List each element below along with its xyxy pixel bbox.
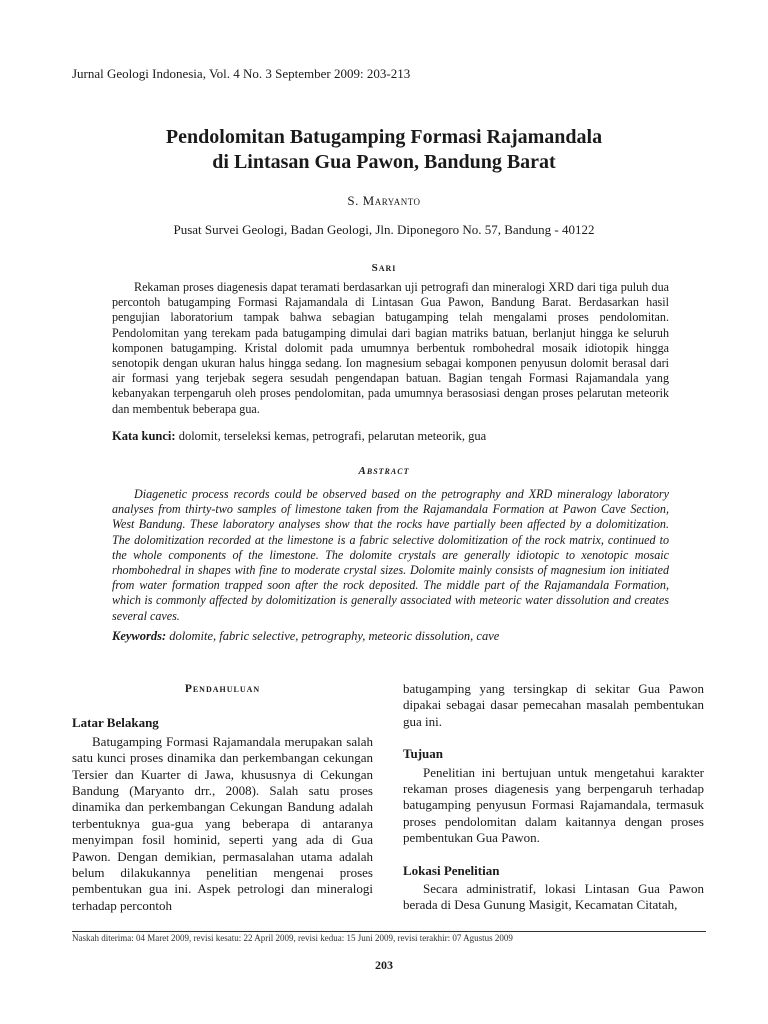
abstract-section	[112, 487, 669, 624]
sari-keywords	[112, 429, 669, 444]
location-paragraph: Secara administratif, lokasi Lintasan Gua Pawon berada di Desa Gunung Masigit, Kecamatan Citatah,	[403, 881, 704, 913]
page-number: 203	[375, 958, 393, 972]
left-column	[72, 681, 373, 914]
submission-footnote: Naskah diterima: 04 Maret 2009, revisi kesatu: 22 April 2009, revisi kedua: 15 Juni 2009, revisi terakhir: 07 Agustus 2009	[72, 933, 513, 943]
article-title	[0, 125, 768, 175]
background-paragraph: Batugamping Formasi Rajamandala merupakan salah satu kunci proses dinamika dan perkembangan cekungan Tersier dan Kuarter di Jawa, khususnya di Cekungan Bandung (Maryanto drr., 2008). Salah satu proses dinamika dan perkembangan Cekungan Bandung adalah terbentuknya gua-gua yang beberapa di antaranya menyimpan fosil hominid, seperti yang ada di Gua Pawon. Dengan demikian, permasalahan utama adalah belum dilakukannya penelitian mengenai proses pembentukan gua ini. Aspek petrologi dan mineralogi terhadap percontoh	[72, 733, 373, 913]
author-name: S. Maryanto	[347, 193, 421, 208]
continuation-paragraph: batugamping yang tersingkap di sekitar Gua Pawon dipakai sebagai dasar pemecahan masalah pembentukan gua ini.	[403, 681, 704, 729]
right-column	[403, 681, 704, 914]
objective-subheading: Tujuan	[403, 746, 443, 762]
journal-citation: Jurnal Geologi Indonesia, Vol. 4 No. 3 September 2009: 203-213	[72, 66, 411, 81]
abstract-keywords-label: Keywords:	[112, 629, 167, 643]
objective-paragraph: Penelitian ini bertujuan untuk mengetahui karakter rekaman proses diagenesis yang berpengaruh terhadap batugamping penyusun Formasi Rajamandala, termasuk proses pendolomitan dalam kaitannya dengan proses pembentukan Gua Pawon.	[403, 764, 704, 846]
background-subheading: Latar Belakang	[72, 715, 159, 731]
sari-paragraph: Rekaman proses diagenesis dapat teramati berdasarkan uji petrografi dan mineralogi XRD dari tiga puluh dua percontoh batugamping Formasi Rajamandala di Lintasan Gua Pawon, Bandung Barat. Berdasarkan hasil pengujian laboratorium tampak bahwa sebagian batugamping telah mengalami proses pendolomitan. Pendolomitan yang terekam pada batugamping dimulai dari bagian matriks batuan, berlanjut hingga ke seluruh komponen batugamping. Kristal dolomit pada umumnya berbentuk rombohedral mosaik idiotopik hingga senotopik dengan ukuran halus hingga sedang. Ion magnesium sebagai komponen penyusun dolomit berasal dari air formasi yang terjebak segera sesudah pengendapan batuan. Bagian tengah Formasi Rajamandala yang kebanyakan terpengaruh oleh proses pendolomitan, pada umumnya berasosiasi dengan proses pelarutan meteorik dan membentuk beberapa gua.	[112, 280, 669, 416]
abstract-paragraph: Diagenetic process records could be observed based on the petrography and XRD mineralogy laboratory analyses from thirty-two samples of limestone taken from the Rajamandala Formation at Pawon Cave Section, West Bandung. These laboratory analyses show that the rocks have partially been affected by a dolomitization. The dolomitization recorded at the limestone is a fabric selective dolomitization of the rock matrix, continued to the whole components of the limestone. The dolomite crystals are generally idiotopic to xenotopic mosaic rhombohedral in shapes with fine to moderate crystal sizes. Dolomite mainly consists of magnesium ion initiated from water formation trapped soon after the rock deposited. The middle part of the Rajamandala Formation, which is commonly affected by dolomitization is generally associated with meteoric water dissolution and creates several caves.	[112, 487, 669, 623]
sari-keywords-label: Kata kunci:	[112, 429, 176, 443]
location-subheading: Lokasi Penelitian	[403, 862, 500, 878]
introduction-heading: Pendahuluan	[184, 683, 261, 695]
author-affiliation: Pusat Survei Geologi, Badan Geologi, Jln. Diponegoro No. 57, Bandung - 40122	[173, 222, 595, 237]
title-line-2: di Lintasan Gua Pawon, Bandung Barat	[212, 151, 556, 173]
footer-divider	[72, 931, 706, 932]
abstract-keywords-text: dolomite, fabric selective, petrography, meteoric dissolution, cave	[169, 629, 500, 643]
sari-keywords-text: dolomit, terseleksi kemas, petrografi, pelarutan meteorik, gua	[178, 429, 487, 443]
abstract-keywords	[112, 629, 669, 644]
sari-section	[112, 280, 669, 417]
title-line-1: Pendolomitan Batugamping Formasi Rajamandala	[165, 126, 603, 148]
abstract-heading: Abstract	[358, 465, 410, 477]
sari-heading: Sari	[371, 262, 397, 274]
